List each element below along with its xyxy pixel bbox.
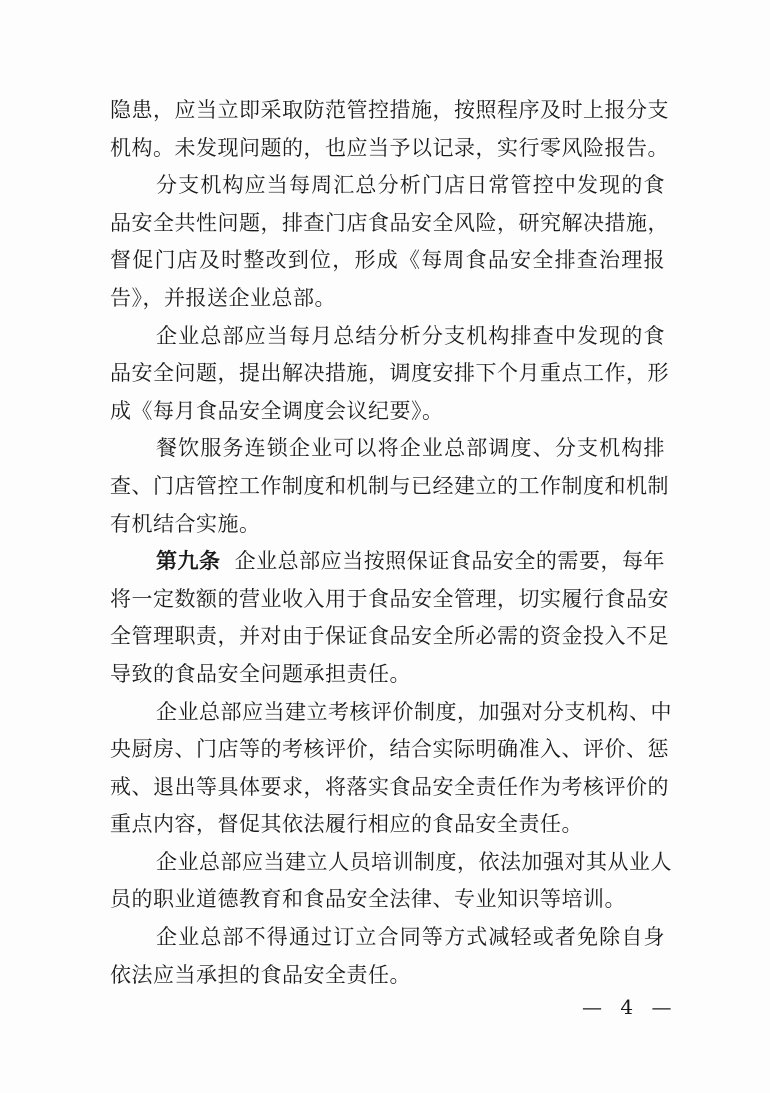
article-paragraph bbox=[110, 543, 669, 693]
text-line: 隐患，应当立即采取防范管控措施，按照程序及时上报分支 bbox=[110, 98, 669, 122]
article-text: 企业总部应当按照保证食品安全的需要，每年 bbox=[234, 549, 666, 574]
text-line: 餐饮服务连锁企业可以将企业总部调度、分支机构排 bbox=[156, 436, 665, 461]
paragraph bbox=[110, 430, 669, 543]
paragraph bbox=[110, 92, 669, 167]
paragraph bbox=[110, 844, 672, 919]
document-body bbox=[110, 92, 672, 994]
text-line: 导致的食品安全问题承担责任。 bbox=[110, 661, 411, 686]
text-line: 依法应当承担的食品安全责任。 bbox=[110, 962, 411, 987]
text-line bbox=[110, 543, 665, 581]
text-line: 全管理职责，并对由于保证食品安全所必需的资金投入不足 bbox=[110, 624, 669, 649]
text-line: 将一定数额的营业收入用于食品安全管理，切实履行食品安 bbox=[110, 586, 669, 611]
paragraph bbox=[110, 167, 669, 317]
text-line: 查、门店管控工作制度和机制与已经建立的工作制度和机制 bbox=[110, 473, 669, 498]
text-line: 成《每月食品安全调度会议纪要》。 bbox=[110, 398, 444, 423]
text-line: 机构。未发现问题的，也应当予以记录，实行零风险报告。 bbox=[110, 135, 669, 160]
text-line: 企业总部应当每月总结分析分支机构排查中发现的食 bbox=[156, 323, 665, 348]
text-line: 企业总部应当建立人员培训制度，依法加强对其从业人 bbox=[156, 849, 672, 874]
text-line: 品安全共性问题，排查门店食品安全风险，研究解决措施， bbox=[110, 210, 669, 235]
text-line: 告》，并报送企业总部。 bbox=[110, 285, 336, 310]
paragraph bbox=[110, 694, 672, 844]
text-line: 员的职业道德教育和食品安全法律、专业知识等培训。 bbox=[110, 887, 626, 912]
text-line: 企业总部不得通过订立合同等方式减轻或者免除自身 bbox=[156, 925, 665, 950]
text-line: 戒、退出等具体要求，将落实食品安全责任作为考核评价的 bbox=[110, 774, 669, 799]
text-line: 有机结合实施。 bbox=[110, 511, 261, 536]
paragraph bbox=[110, 919, 665, 994]
text-line: 央厨房、门店等的考核评价，结合实际明确准入、评价、惩 bbox=[110, 737, 669, 762]
text-line: 品安全问题，提出解决措施，调度安排下个月重点工作，形 bbox=[110, 361, 669, 386]
text-line: 企业总部应当建立考核评价制度，加强对分支机构、中 bbox=[156, 699, 672, 724]
text-line: 重点内容，督促其依法履行相应的食品安全责任。 bbox=[110, 812, 583, 837]
text-line: 分支机构应当每周汇总分析门店日常管控中发现的食 bbox=[156, 173, 665, 198]
paragraph bbox=[110, 318, 669, 431]
article-number: 第九条 bbox=[156, 549, 221, 574]
page-number: — 4 — bbox=[582, 995, 678, 1019]
text-line: 督促门店及时整改到位，形成《每周食品安全排查治理报 bbox=[110, 248, 665, 273]
